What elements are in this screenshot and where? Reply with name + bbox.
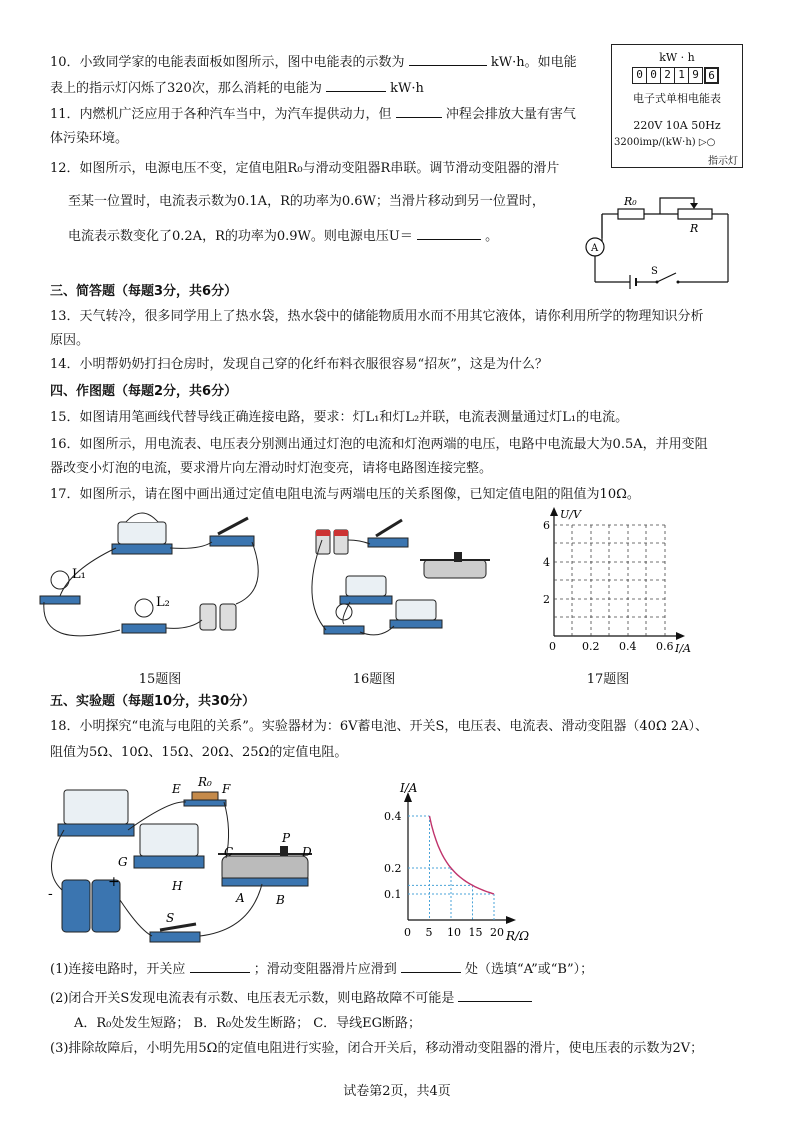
- q10-text-c: 表上的指示灯闪烁了320次，那么消耗的电能为: [50, 81, 322, 96]
- ammeter-device: [58, 790, 134, 836]
- graph17-xtick: 0.4: [619, 640, 637, 653]
- q12-line3: [68, 226, 498, 246]
- fig18-label: A: [236, 891, 245, 905]
- section-4-title: 四、作图题（每题2分，共6分）: [50, 384, 238, 399]
- p1-text-c: 处（选填“A”或“B”）；: [465, 962, 594, 977]
- fig18-label: C: [224, 845, 234, 859]
- fig18-label: +: [108, 874, 120, 890]
- label-r0: R₀: [624, 195, 637, 208]
- fig18-label: B: [276, 893, 285, 907]
- q10-text-b: kW·h。如电能: [490, 55, 577, 70]
- q17: 17．如图所示，请在图中画出通过定值电阻电流与两端电压的关系图像，已知定值电阻的阻值为10Ω。: [50, 487, 640, 502]
- r0-resistor: [618, 209, 644, 219]
- switch-symbol: [657, 273, 676, 282]
- play-icon: ▷: [698, 137, 707, 148]
- rheostat-device: [420, 552, 490, 578]
- q16-line1: 16．如图所示，用电流表、电压表分别测出通过灯泡的电流和灯泡两端的电压，电路中电流最大为0.5A，并用变阻: [50, 437, 708, 452]
- q18-part3: (3)排除故障后，小明先用5Ω的定值电阻进行实验，闭合开关后，移动滑动变阻器的滑片，使电压表的示数为2V；: [50, 1041, 704, 1056]
- meter-digit: 1: [675, 67, 689, 84]
- label-l2: L₂: [156, 595, 170, 610]
- section-3-title: 三、简答题（每题3分，共6分）: [50, 284, 238, 299]
- x-tick-label: 0: [404, 926, 411, 939]
- q18-line1: 18．小明探究“电流与电阻的关系”。实验器材为：6V蓄电池、开关S，电压表、电流表、滑动变阻器（40Ω 2A）、: [50, 719, 709, 734]
- battery-pair: [200, 604, 236, 630]
- meter-name: 电子式单相电能表: [633, 92, 721, 105]
- p1-blank-2[interactable]: [401, 959, 461, 973]
- p1-blank-1[interactable]: [190, 959, 250, 973]
- meter-digit: 9: [689, 67, 703, 84]
- meter-spec: 220V 10A 50Hz: [633, 119, 721, 132]
- ammeter-device: [390, 600, 442, 628]
- meter-imp: [614, 137, 715, 148]
- q10-text-a: 10．小致同学家的电能表面板如图所示，图中电能表的示数为: [50, 55, 405, 70]
- caption-fig17: 17题图: [586, 672, 630, 687]
- switch-device: [368, 520, 408, 547]
- chart-ylabel: I/A: [400, 781, 418, 795]
- x-tick-label: 20: [490, 926, 504, 939]
- resistor-r0-device: [184, 792, 226, 806]
- y-tick-label: 0.4: [384, 810, 402, 823]
- label-r: R: [690, 222, 699, 235]
- i-r-chart: [370, 770, 530, 950]
- fig18-label: G: [118, 855, 128, 869]
- graph17-ylabel: U/V: [560, 508, 581, 521]
- fig18-label: -: [48, 886, 53, 902]
- label-l1: L₁: [72, 567, 86, 582]
- chart-xlabel: R/Ω: [506, 929, 530, 943]
- graph17-xtick: 0.6: [656, 640, 674, 653]
- voltmeter-device: [340, 576, 392, 604]
- graph17-xlabel: I/A: [675, 642, 691, 655]
- q15: 15．如图请用笔画线代替导线正确连接电路，要求：灯L₁和灯L₂并联，电流表测量通过灯L₁的电流。: [50, 410, 629, 425]
- fig18-label: P: [282, 831, 291, 845]
- fig18-label: F: [222, 782, 231, 796]
- meter-indicator-label: 指示灯: [708, 156, 738, 167]
- meter-unit: kW · h: [659, 51, 695, 64]
- label-a: A: [591, 243, 599, 254]
- graph17-xtick: 0: [549, 640, 556, 653]
- meter-digit: 0: [632, 67, 647, 84]
- q10-blank-2[interactable]: [326, 78, 386, 92]
- meter-digit: 0: [647, 67, 661, 84]
- graph17-ytick: 6: [543, 519, 550, 532]
- q12-text: 电流表示数变化了0.2A，R的功率为0.9W。则电源电压U＝: [68, 229, 413, 244]
- energy-meter-panel: [611, 44, 743, 168]
- fig18-label: E: [172, 782, 181, 796]
- q11-text-b: 冲程会排放大量有害气: [445, 107, 576, 122]
- q12-line1: 12．如图所示，电源电压不变，定值电阻R₀与滑动变阻器R串联。调节滑动变阻器的滑片: [50, 161, 560, 176]
- voltmeter-device: [134, 824, 204, 868]
- q18-line2: 阻值为5Ω、10Ω、15Ω、20Ω、25Ω的定值电阻。: [50, 745, 348, 760]
- q12-end: 。: [485, 229, 499, 244]
- q13-line1: 13．天气转冷，很多同学用上了热水袋，热水袋中的储能物质用水而不用其它液体，请你利用所学的物理知识分析: [50, 309, 704, 324]
- q14: 14．小明帮奶奶打扫仓房时，发现自己穿的化纤布料衣服很容易“招灰”，这是为什么？: [50, 357, 548, 372]
- x-tick-label: 5: [425, 926, 433, 939]
- q12-line2: 至某一位置时，电流表示数为0.1A，R的功率为0.6W；当滑片移动到另一位置时，: [68, 194, 545, 209]
- section-5-title: 五、实验题（每题10分，共30分）: [50, 694, 256, 709]
- switch-device: [210, 518, 254, 546]
- y-tick-label: 0.1: [384, 888, 402, 901]
- fig18-label: S: [166, 911, 175, 925]
- q18-part2-options: A．R₀处发生短路； B．R₀处发生断路； C．导线EG断路；: [74, 1016, 422, 1031]
- q10-text-d: kW·h: [390, 81, 424, 96]
- y-tick-label: 0.2: [384, 862, 402, 875]
- q13-line2: 原因。: [50, 333, 90, 348]
- meter-digit: 2: [661, 67, 675, 84]
- meter-imp-text: 3200imp/(kW·h): [614, 137, 696, 148]
- caption-fig15: 15题图: [138, 672, 182, 687]
- graph17-xtick: 0.2: [582, 640, 600, 653]
- fig18-label: R₀: [198, 775, 212, 789]
- label-s: S: [651, 266, 658, 277]
- q11-blank[interactable]: [396, 104, 442, 118]
- meter-digits: [632, 67, 719, 84]
- p1-text-a: (1)连接电路时，开关应: [50, 962, 186, 977]
- x-tick-label: 15: [468, 926, 483, 939]
- q10-line2: [50, 78, 424, 98]
- ammeter-device: [112, 513, 172, 554]
- q18-part2: [50, 988, 532, 1008]
- graph17-ytick: 2: [543, 593, 550, 606]
- fig18-label: H: [172, 879, 183, 893]
- chart-curve: [430, 816, 495, 894]
- graph17-ytick: 4: [543, 556, 550, 569]
- q18-part1: [50, 959, 593, 979]
- p2-text: (2)闭合开关S发现电流表有示数、电压表无示数，则电路故障不可能是: [50, 991, 455, 1006]
- indicator-lamp-icon: ○: [706, 137, 716, 148]
- caption-fig16: 16题图: [352, 672, 396, 687]
- dashed-grid: [554, 525, 665, 636]
- q16-line2: 器改变小灯泡的电流，要求滑片向左滑动时灯泡变亮，请将电路图连接完整。: [50, 461, 493, 476]
- q11-line2: 体污染环境。: [50, 131, 129, 146]
- q10-blank-1[interactable]: [409, 52, 487, 66]
- meter-digit-decimal: 6: [704, 67, 719, 84]
- x-tick-label: 10: [447, 926, 461, 939]
- q11-line1: [50, 104, 576, 124]
- p1-text-b: ；滑动变阻器滑片应滑到: [253, 962, 397, 977]
- switch-device: [150, 924, 200, 942]
- q10-line1: [50, 52, 577, 72]
- page-footer: 试卷第2页，共4页: [343, 1084, 451, 1099]
- p2-blank[interactable]: [458, 988, 532, 1002]
- q12-blank[interactable]: [417, 226, 481, 240]
- q11-text-a: 11．内燃机广泛应用于各种汽车当中，为汽车提供动力，但: [50, 107, 392, 122]
- fig18-label: D: [302, 845, 312, 859]
- rheostat: [678, 209, 712, 219]
- lamp-device: [324, 604, 364, 634]
